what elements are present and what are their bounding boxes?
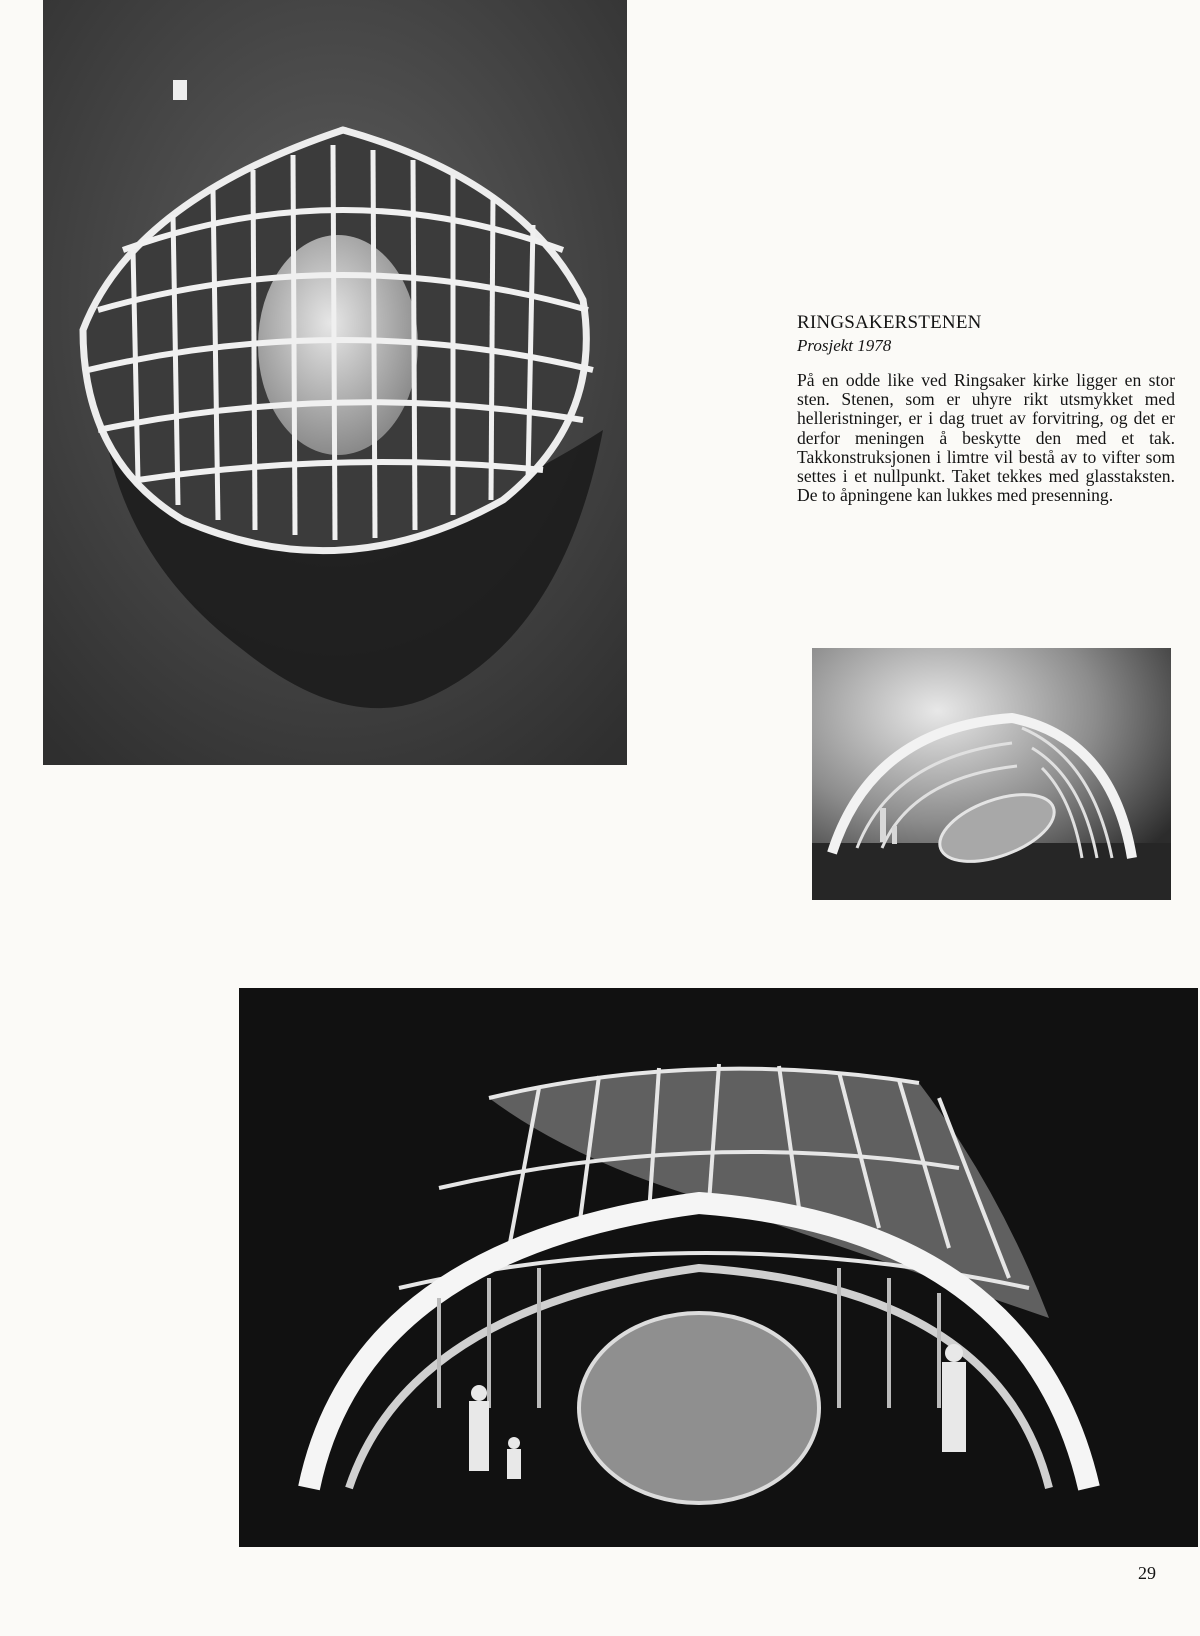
- model-top-view-photo: [43, 0, 627, 765]
- model-front-view-photo: [239, 988, 1198, 1547]
- article-body: På en odde like ved Ringsaker kirke ligger en stor sten. Stenen, som er uhyre rikt utsmykket med helleristninger, er i dag truet av forvitring, og det er derfor meningen å beskytte den med et tak. Takkonstruksjonen i limtre vil bestå av to vifter som settes i et nullpunkt. Taket tekkes med glasstaksten. De to åpningene kan lukkes med presenning.: [797, 370, 1175, 506]
- model-top-view-image: [43, 0, 627, 765]
- model-side-view-image: [812, 648, 1171, 900]
- article-subtitle: Prosjekt 1978: [797, 336, 892, 355]
- article-text: [797, 312, 1175, 505]
- page-number: 29: [1138, 1563, 1156, 1583]
- model-front-view-image: [239, 988, 1198, 1547]
- model-side-view-photo: [812, 648, 1171, 900]
- article-title: RINGSAKERSTENEN: [797, 312, 982, 333]
